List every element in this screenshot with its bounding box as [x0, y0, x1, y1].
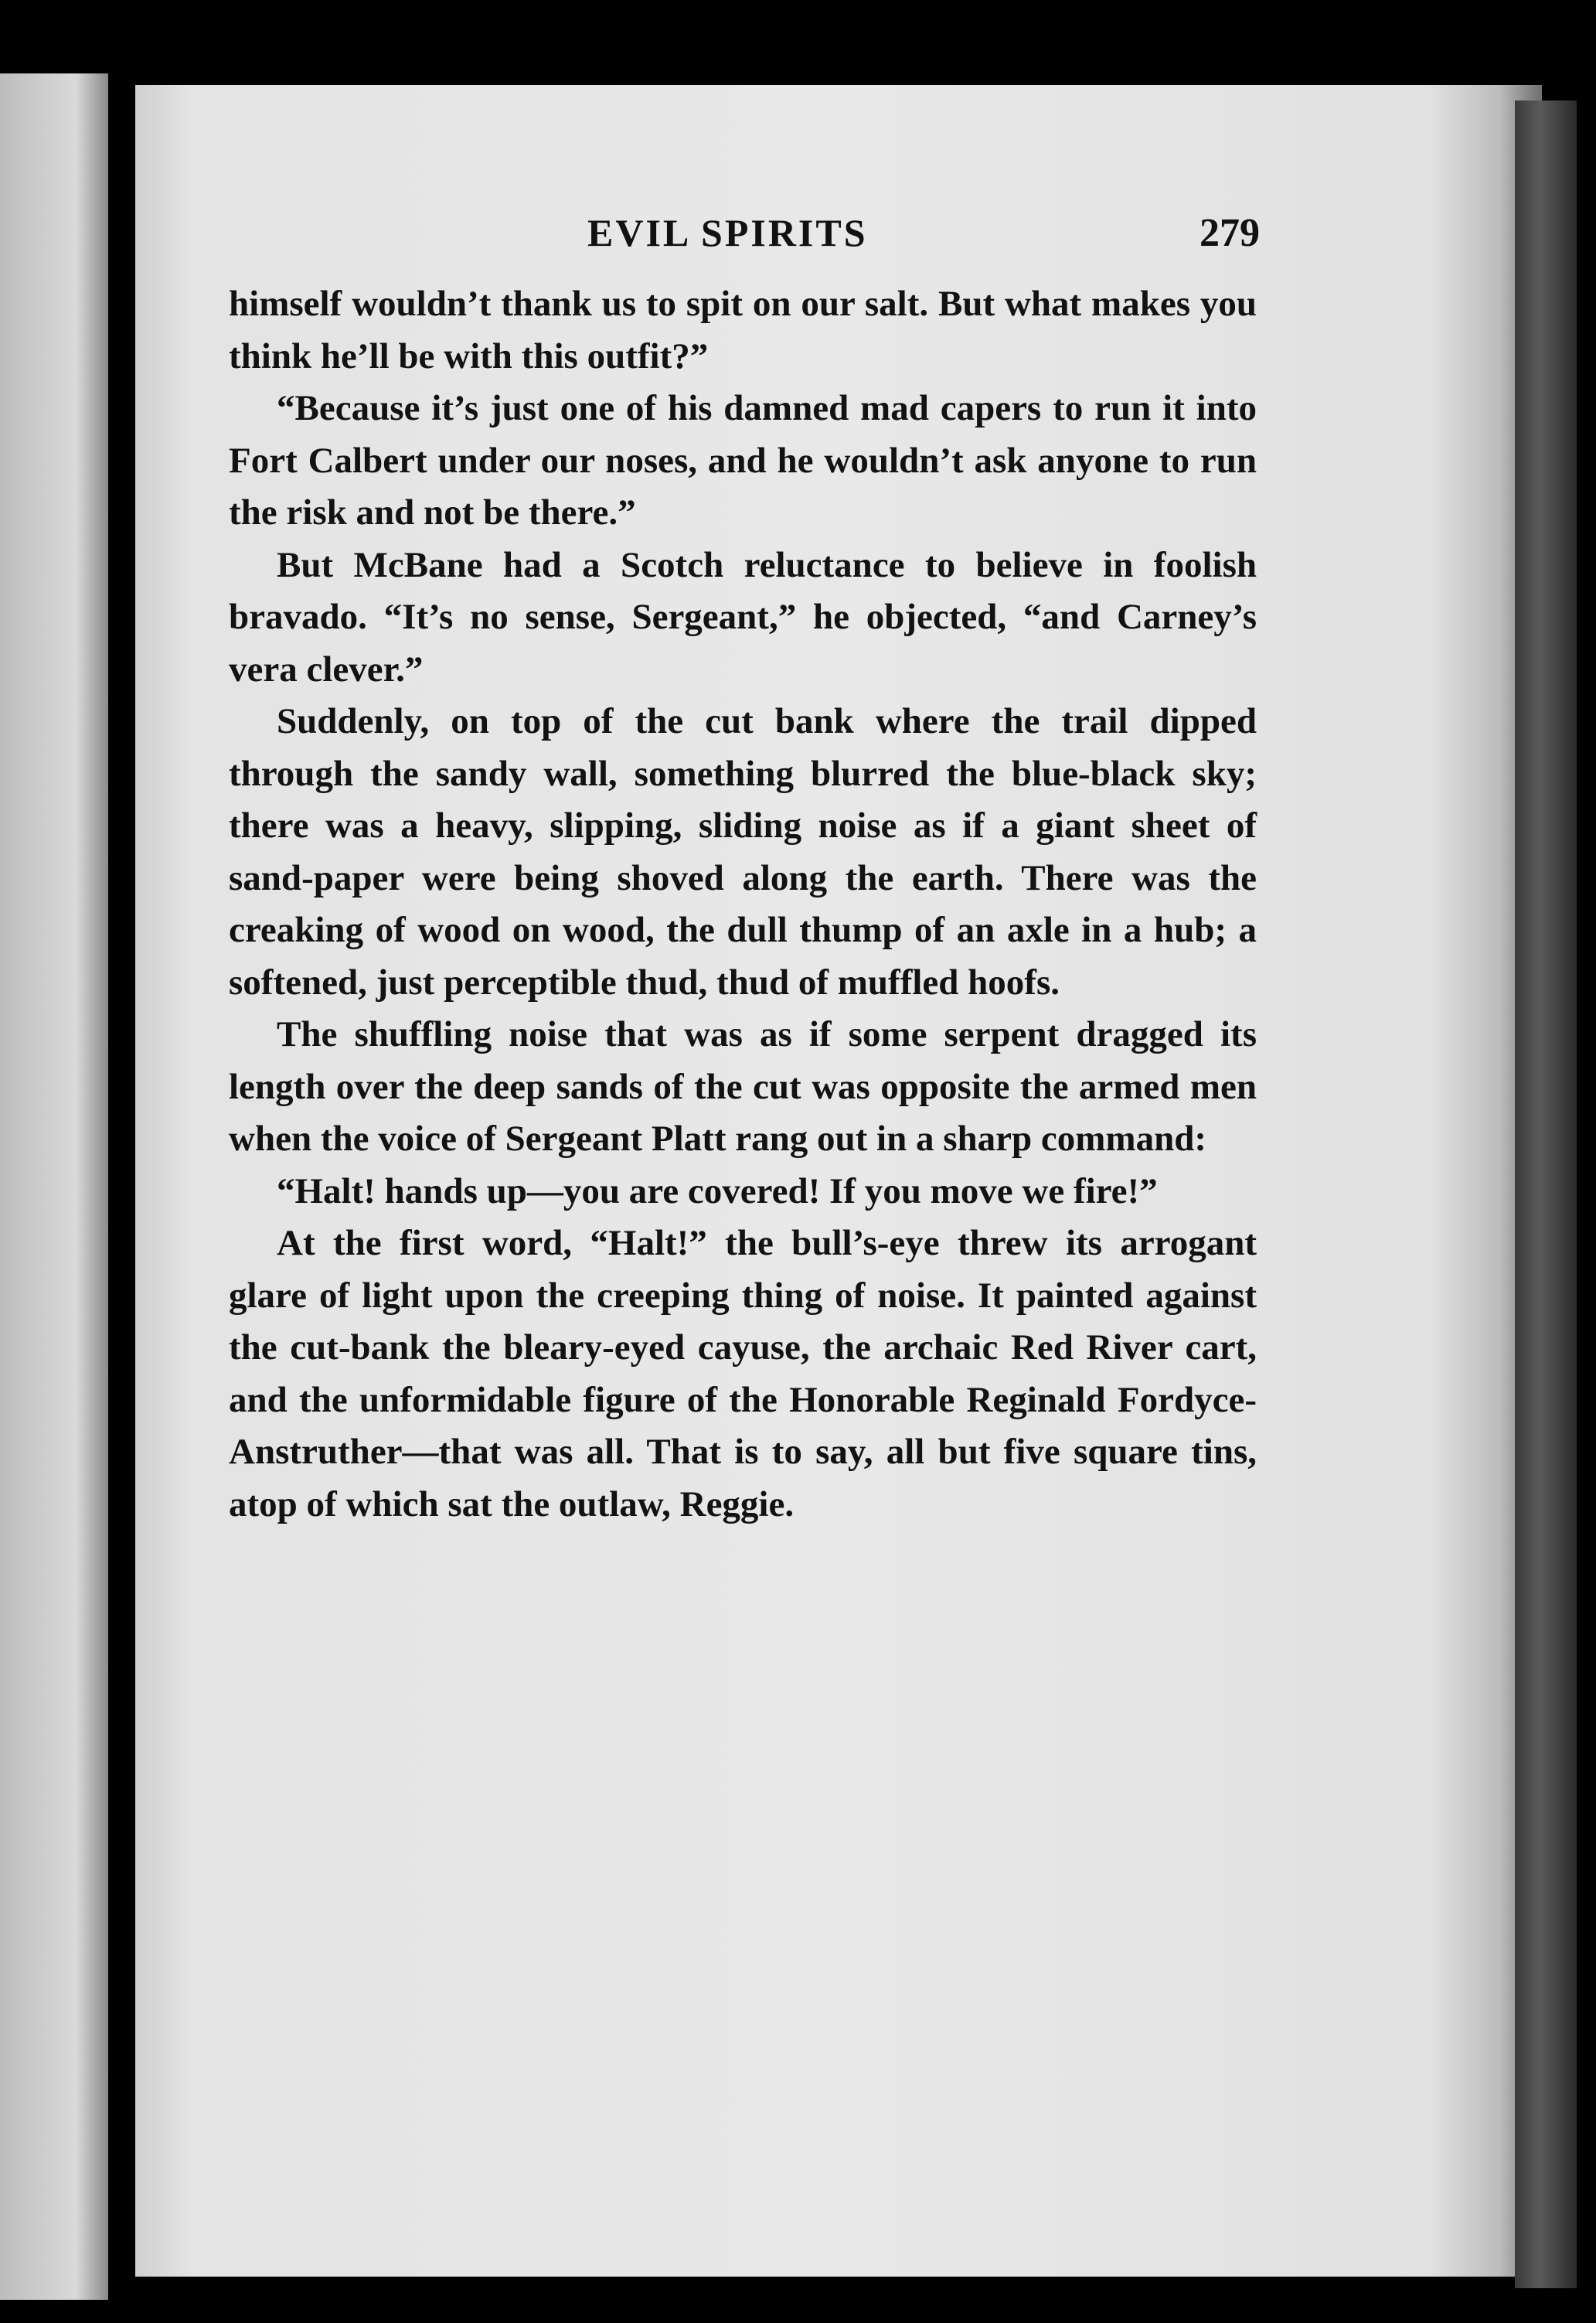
body-text [229, 278, 1257, 1531]
paragraph: But McBane had a Scotch reluctance to believe in foolish bravado. “It’s no sense, Sergeant,” he objected, “and Carney’s vera clever.” [229, 544, 1257, 690]
paragraph: Suddenly, on top of the cut bank where the trail dipped through the sandy wall, something blurred the blue-black sky; there was a heavy, slipping, sliding noise as if a giant sheet of sand-paper were being shoved along the earth. There was the creaking of wood on wood, the dull thump of an axle in a hub; a softened, just perceptible thud, thud of muffled hoofs. [229, 701, 1257, 1003]
book-edge [1515, 100, 1577, 2288]
paragraph: The shuffling noise that was as if some serpent dragged its length over the deep sands of the cut was opposite the armed men when the voice of Sergeant Platt rang out in a sharp command: [229, 1014, 1257, 1159]
paragraph: “Halt! hands up—you are covered! If you move we fire!” [277, 1170, 1158, 1211]
paragraph: “Because it’s just one of his damned mad capers to run it into Fort Calbert under our noses, and he wouldn’t ask anyone to run the risk and not be there.” [229, 388, 1257, 533]
facing-page-edge [0, 73, 108, 2300]
paragraph: himself wouldn’t thank us to spit on our salt. But what makes you think he’ll be with this outfit?” [229, 284, 1257, 376]
running-title: EVIL SPIRITS [587, 211, 868, 254]
paragraph: At the first word, “Halt!” the bull’s-eye threw its arrogant glare of light upon the creeping thing of noise. It painted against the cut-bank the bleary-eyed cayuse, the archaic Red River cart, and the unformidable figure of the Honorable Reginald Fordyce-Anstruther—that was all. That is to say, all but five square tins, atop of which sat the outlaw, Reggie. [229, 1223, 1257, 1524]
page-header [232, 210, 1260, 264]
page-number: 279 [1200, 211, 1260, 255]
